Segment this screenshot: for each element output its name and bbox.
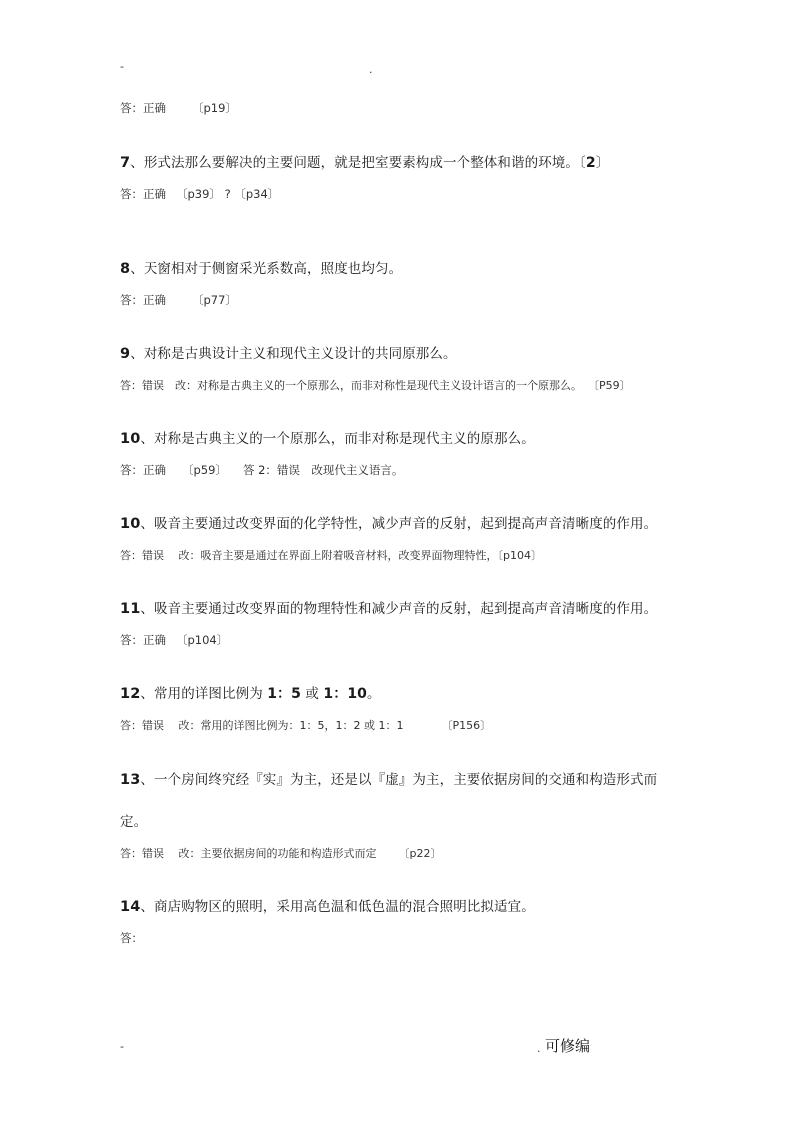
question-number: 10 xyxy=(120,431,141,447)
page-reference: 〔p59〕 xyxy=(182,463,227,477)
answer-text: 正确 xyxy=(143,293,166,307)
answer-prefix: 答： xyxy=(120,187,143,201)
question-line xyxy=(120,151,609,171)
question-separator: 、 xyxy=(140,601,154,617)
question-connector: 或 xyxy=(301,686,324,702)
answer-text: 错误 改：常用的详图比例为：1：5，1：2 或 1：1 xyxy=(142,719,404,732)
answer-text: 错误 改：对称是古典主义的一个原那么，而非对称性是现代主义设计语言的一个原那么。 xyxy=(142,379,582,392)
answer-line xyxy=(120,845,441,861)
question-separator: 、 xyxy=(140,431,154,447)
question-line xyxy=(120,427,535,447)
answer-line xyxy=(120,930,143,946)
question-line xyxy=(120,342,457,362)
page-reference: 〔P59〕 xyxy=(588,379,631,392)
header-left-mark: - xyxy=(120,60,124,73)
question-number: 10 xyxy=(120,516,141,532)
question-number: 12 xyxy=(120,686,141,702)
question-separator: 、 xyxy=(140,686,154,702)
answer-line xyxy=(120,100,237,116)
answer-prefix: 答： xyxy=(120,633,143,647)
footer-text: 可修编 xyxy=(545,1037,591,1055)
question-text: 吸音主要通过改变界面的化学特性，减少声音的反射，起到提高声音清晰度的作用。 xyxy=(154,516,658,532)
answer-text: 错误 改：吸音主要是通过在界面上附着吸音材料，改变界面物理特性， xyxy=(142,549,498,562)
page-reference: 〔p104〕 xyxy=(176,633,229,647)
page-reference: 〔p77〕 xyxy=(192,293,237,307)
answer-prefix: 答： xyxy=(120,549,142,562)
answer-text: 错误 改：主要依据房间的功能和构造形式而定 xyxy=(142,847,377,860)
question-text: 一个房间终究经『实』为主，还是以『虚』为主，主要依据房间的交通和构造形式而 xyxy=(154,772,658,788)
answer-alternative: 答 2：错误 改现代主义语言。 xyxy=(242,463,404,477)
answer-line xyxy=(120,462,403,478)
answer-prefix: 答： xyxy=(120,101,143,115)
page-reference: 〔p19〕 xyxy=(192,101,237,115)
question-continuation: 定。 xyxy=(120,814,148,830)
question-end: 〕 xyxy=(595,155,610,171)
question-line xyxy=(120,768,657,788)
question-line xyxy=(120,682,381,703)
question-number: 8 xyxy=(120,261,131,277)
question-score: 2 xyxy=(585,155,596,171)
page-reference: 〔P156〕 xyxy=(441,719,492,732)
question-text: 商店购物区的照明，采用高色温和低色温的混合照明比拟适宜。 xyxy=(154,899,535,915)
answer-line xyxy=(120,186,279,202)
question-separator: 、 xyxy=(130,155,144,171)
answer-line xyxy=(120,547,542,563)
question-text: 天窗相对于侧窗采光系数高，照度也均匀。 xyxy=(143,261,403,277)
question-text: 对称是古典设计主义和现代主义设计的共同原那么。 xyxy=(143,346,457,362)
answer-prefix: 答： xyxy=(120,379,142,392)
question-separator: 、 xyxy=(130,346,144,362)
question-number: 14 xyxy=(120,899,141,915)
answer-text: 正确 xyxy=(143,101,166,115)
answer-line xyxy=(120,377,631,393)
answer-text: 正确 xyxy=(143,633,166,647)
answer-prefix: 答： xyxy=(120,931,143,945)
question-line xyxy=(120,512,657,532)
question-number: 7 xyxy=(120,155,131,171)
question-end: 。 xyxy=(367,686,381,702)
scale-value: 1：10 xyxy=(323,686,368,702)
question-line xyxy=(120,895,535,915)
answer-prefix: 答： xyxy=(120,719,142,732)
answer-text: 正确 xyxy=(143,187,166,201)
page-reference: 〔p39〕 ? 〔p34〕 xyxy=(176,187,280,201)
answer-prefix: 答： xyxy=(120,847,142,860)
footer-left-mark: - xyxy=(120,1040,124,1053)
question-text: 形式法那么要解决的主要问题，就是把室要素构成一个整体和谐的环境。〔 xyxy=(143,155,586,171)
question-separator: 、 xyxy=(140,516,154,532)
page-reference: 〔p22〕 xyxy=(398,847,442,860)
question-text: 常用的详图比例为 xyxy=(154,686,268,702)
question-separator: 、 xyxy=(140,899,154,915)
question-number: 9 xyxy=(120,346,131,362)
question-separator: 、 xyxy=(140,772,154,788)
header-center-mark: . xyxy=(369,63,373,76)
answer-prefix: 答： xyxy=(120,463,143,477)
question-text: 吸音主要通过改变界面的物理特性和减少声音的反射，起到提高声音清晰度的作用。 xyxy=(154,601,658,617)
footer-dot: . xyxy=(537,1042,541,1055)
question-separator: 、 xyxy=(130,261,144,277)
scale-value: 1：5 xyxy=(267,686,301,702)
answer-line xyxy=(120,632,228,648)
answer-line xyxy=(120,292,237,308)
answer-text: 正确 xyxy=(143,463,166,477)
answer-prefix: 答： xyxy=(120,293,143,307)
page-reference: 〔p104〕 xyxy=(497,549,542,562)
question-line xyxy=(120,257,402,277)
question-number: 11 xyxy=(120,601,141,617)
question-number: 13 xyxy=(120,772,141,788)
question-text: 对称是古典主义的一个原那么，而非对称是现代主义的原那么。 xyxy=(154,431,535,447)
answer-line xyxy=(120,717,491,733)
question-line xyxy=(120,597,657,617)
